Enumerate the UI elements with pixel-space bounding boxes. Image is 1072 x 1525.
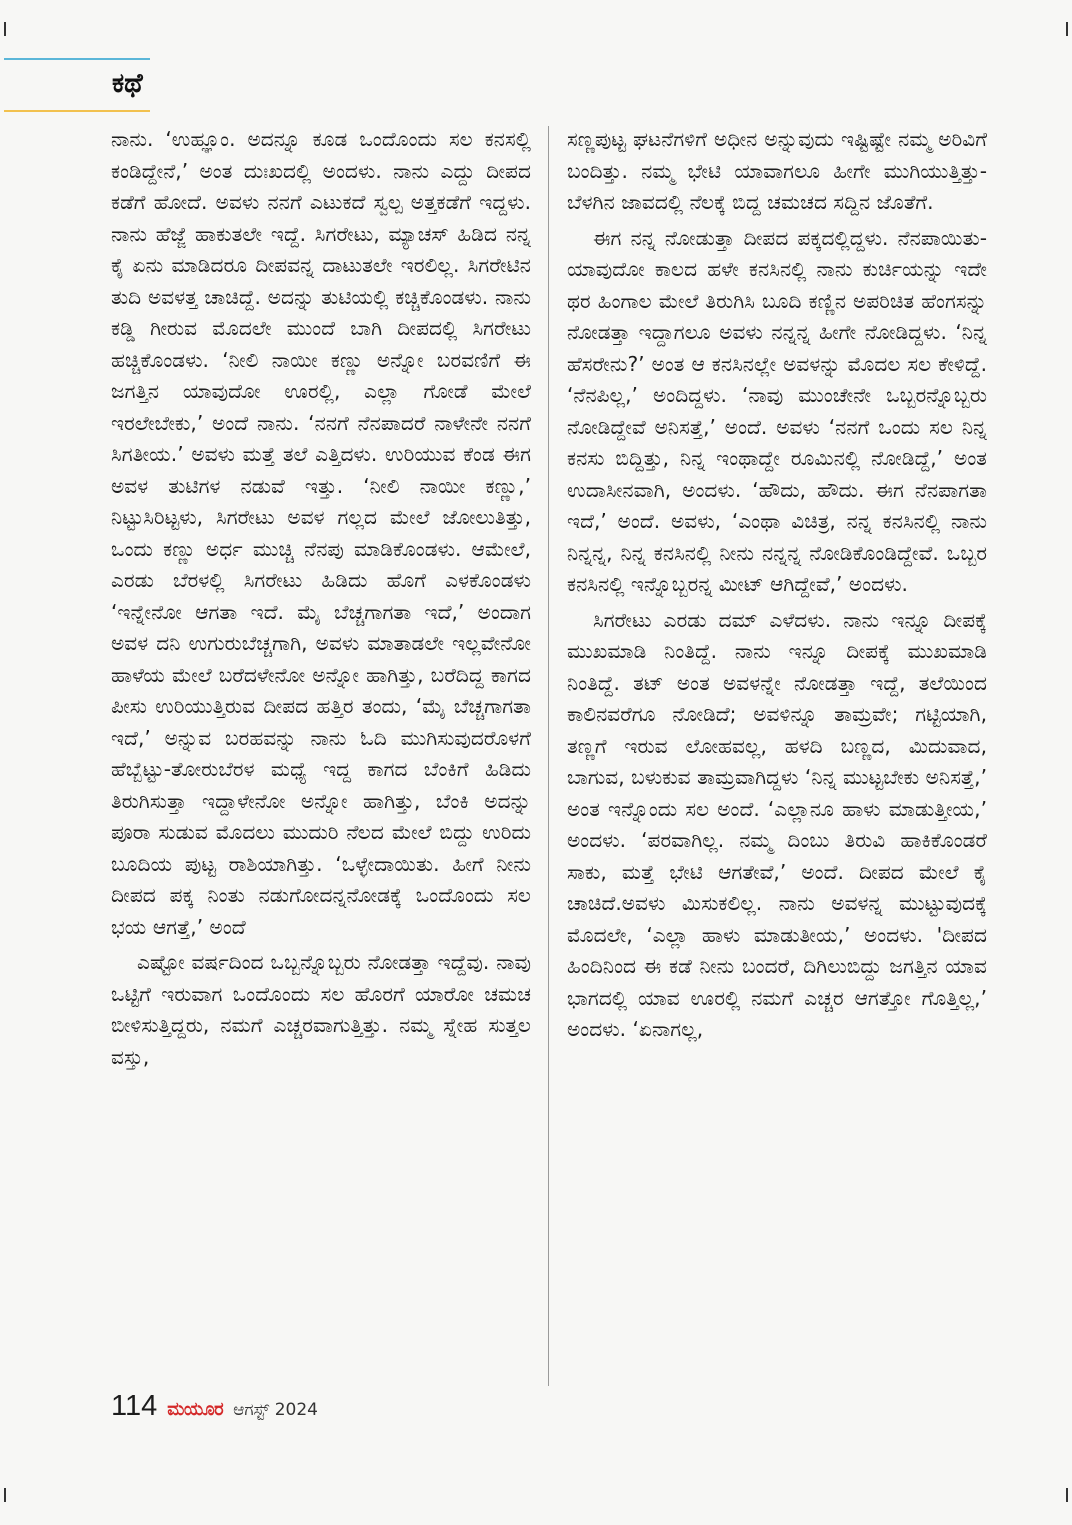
paragraph: ಈಗ ನನ್ನ ನೋಡುತ್ತಾ ದೀಪದ ಪಕ್ಕದಲ್ಲಿದ್ದಳು. ನೆನಪಾಯಿತು- ಯಾವುದೋ ಕಾಲದ ಹಳೇ ಕನಸಿನಲ್ಲಿ ನಾನು ಕುರ್ಚಿಯನ್ನು ಇದೇ ಥರ ಹಿಂಗಾಲ ಮೇಲೆ ತಿರುಗಿಸಿ ಬೂದಿ ಕಣ್ಣಿನ ಅಪರಿಚಿತ ಹೆಂಗಸನ್ನು ನೋಡತ್ತಾ ಇದ್ದಾಗಲೂ ಅವಳು ನನ್ನನ್ನ ಹೀಗೇ ನೋಡಿದ್ದಳು. ‘ನಿನ್ನ ಹೆಸರೇನು?’ ಅಂತ ಆ ಕನಸಿನಲ್ಲೇ ಅವಳನ್ನು ಮೊದಲ ಸಲ ಕೇಳಿದ್ದೆ. ‘ನೆನಪಿಲ್ಲ,’ ಅಂದಿದ್ದಳು. ‘ನಾವು ಮುಂಚೇನೇ ಒಬ್ಬರನ್ನೊಬ್ಬರು ನೋಡಿದ್ದೇವೆ ಅನಿಸತ್ತೆ,’ ಅಂದೆ. ಅವಳು ‘ನನಗೆ ಒಂದು ಸಲ ನಿನ್ನ ಕನಸು ಬಿದ್ದಿತ್ತು, ನಿನ್ನ ಇಂಥಾದ್ದೇ ರೂಮಿನಲ್ಲಿ ನೋಡಿದ್ದೆ,’ ಅಂತ ಉದಾಸೀನವಾಗಿ, ಅಂದಳು. ‘ಹೌದು, ಹೌದು. ಈಗ ನೆನಪಾಗತಾ ಇದೆ,’ ಅಂದೆ. ಅವಳು, ‘ಎಂಥಾ ವಿಚಿತ್ರ, ನನ್ನ ಕನಸಿನಲ್ಲಿ ನಾನು ನಿನ್ನನ್ನ, ನಿನ್ನ ಕನಸಿನಲ್ಲಿ ನೀನು ನನ್ನನ್ನ ನೋಡಿಕೊಂಡಿದ್ದೇವೆ. ಒಬ್ಬರ ಕನಸಿನಲ್ಲಿ ಇನ್ನೊಬ್ಬರನ್ನ ಮೀಟ್ ಆಗಿದ್ದೇವೆ,’ ಅಂದಳು. [567,225,987,596]
section-header [4,58,150,112]
crop-mark-bottom-right [1066,1488,1068,1502]
text-column-left [111,124,531,1386]
magazine-logo: ಮಯೂರ [167,1399,224,1420]
text-column-right [567,124,987,1386]
paragraph: ಸಣ್ಣಪುಟ್ಟ ಘಟನೆಗಳಿಗೆ ಅಧೀನ ಅನ್ನುವುದು ಇಷ್ಟಿಷ್ಟೇ ನಮ್ಮ ಅರಿವಿಗೆ ಬಂದಿತ್ತು. ನಮ್ಮ ಭೇಟಿ ಯಾವಾಗಲೂ ಹೀಗೇ ಮುಗಿಯುತ್ತಿತ್ತು-ಬೆಳಗಿನ ಜಾವದಲ್ಲಿ ನೆಲಕ್ಕೆ ಬಿದ್ದ ಚಮಚದ ಸದ್ದಿನ ಜೊತೆಗೆ. [567,127,987,214]
issue-date: ಆಗಸ್ಟ್ 2024 [233,1400,318,1420]
column-divider [548,126,549,1386]
page-number: 114 [111,1390,158,1422]
section-title: ಕಥೆ [112,68,143,99]
crop-mark-top-left [4,22,6,36]
crop-mark-top-right [1066,22,1068,36]
crop-mark-bottom-left [4,1488,6,1502]
paragraph: ಸಿಗರೇಟು ಎರಡು ದಮ್ ಎಳೆದಳು. ನಾನು ಇನ್ನೂ ದೀಪಕ್ಕೆ ಮುಖಮಾಡಿ ನಿಂತಿದ್ದೆ. ನಾನು ಇನ್ನೂ ದೀಪಕ್ಕೆ ಮುಖಮಾಡಿ ನಿಂತಿದ್ದೆ. ತಟ್ ಅಂತ ಅವಳನ್ನೇ ನೋಡತ್ತಾ ಇದ್ದೆ, ತಲೆಯಿಂದ ಕಾಲಿನವರೆಗೂ ನೋಡಿದೆ; ಅವಳಿನ್ನೂ ತಾಮ್ರವೇ; ಗಟ್ಟಿಯಾಗಿ, ತಣ್ಣಗೆ ಇರುವ ಲೋಹವಲ್ಲ, ಹಳದಿ ಬಣ್ಣದ, ಮಿದುವಾದ, ಬಾಗುವ, ಬಳುಕುವ ತಾಮ್ರವಾಗಿದ್ದಳು ‘ನಿನ್ನ ಮುಟ್ಟಬೇಕು ಅನಿಸತ್ತೆ,’ ಅಂತ ಇನ್ನೊಂದು ಸಲ ಅಂದೆ. ‘ಎಲ್ಲಾನೂ ಹಾಳು ಮಾಡುತ್ತೀಯ,’ ಅಂದಳು. ‘ಪರವಾಗಿಲ್ಲ. ನಮ್ಮ ದಿಂಬು ತಿರುವಿ ಹಾಕಿಕೊಂಡರೆ ಸಾಕು, ಮತ್ತೆ ಭೇಟಿ ಆಗತೇವೆ,’ ಅಂದೆ. ದೀಪದ ಮೇಲೆ ಕೈ ಚಾಚಿದೆ.ಅವಳು ಮಿಸುಕಲಿಲ್ಲ. ನಾನು ಅವಳನ್ನ ಮುಟ್ಟುವುದಕ್ಕೆ ಮೊದಲೇ, ‘ಎಲ್ಲಾ ಹಾಳು ಮಾಡುತೀಯ,’ ಅಂದಳು. 'ದೀಪದ ಹಿಂದಿನಿಂದ ಈ ಕಡೆ ನೀನು ಬಂದರೆ, ದಿಗಿಲುಬಿದ್ದು ಜಗತ್ತಿನ ಯಾವ ಭಾಗದಲ್ಲಿ ಯಾವ ಊರಲ್ಲಿ ನಮಗೆ ಎಚ್ಚರ ಆಗತ್ತೋ ಗೊತ್ತಿಲ್ಲ,’ ಅಂದಳು. ‘ಏನಾಗಲ್ಲ, [567,607,987,1041]
paragraph: ನಾನು. ‘ಉಹ್ಞೂಂ. ಅದನ್ನೂ ಕೂಡ ಒಂದೊಂದು ಸಲ ಕನಸಲ್ಲಿ ಕಂಡಿದ್ದೇನೆ,’ ಅಂತ ದುಃಖದಲ್ಲಿ ಅಂದಳು. ನಾನು ಎದ್ದು ದೀಪದ ಕಡೆಗೆ ಹೋದೆ. ಅವಳು ನನಗೆ ಎಟುಕದೆ ಸ್ವಲ್ಪ ಅತ್ತಕಡೆಗೆ ಇದ್ದಳು. ನಾನು ಹೆಜ್ಜೆ ಹಾಕುತಲೇ ಇದ್ದೆ. ಸಿಗರೇಟು, ಮ್ಯಾಚಸ್ ಹಿಡಿದ ನನ್ನ ಕೈ ಏನು ಮಾಡಿದರೂ ದೀಪವನ್ನ ದಾಟುತಲೇ ಇರಲಿಲ್ಲ. ಸಿಗರೇಟಿನ ತುದಿ ಅವಳತ್ತ ಚಾಚಿದ್ದೆ. ಅದನ್ನು ತುಟಿಯಲ್ಲಿ ಕಚ್ಚಿಕೊಂಡಳು. ನಾನು ಕಡ್ಡಿ ಗೀರುವ ಮೊದಲೇ ಮುಂದೆ ಬಾಗಿ ದೀಪದಲ್ಲಿ ಸಿಗರೇಟು ಹಚ್ಚಿಕೊಂಡಳು. ‘ನೀಲಿ ನಾಯೀ ಕಣ್ಣು ಅನ್ನೋ ಬರವಣಿಗೆ ಈ ಜಗತ್ತಿನ ಯಾವುದೋ ಊರಲ್ಲಿ, ಎಲ್ಲಾ ಗೋಡೆ ಮೇಲೆ ಇರಲೇಬೇಕು,’ ಅಂದೆ ನಾನು. ‘ನನಗೆ ನೆನಪಾದರೆ ನಾಳೇನೇ ನನಗೆ ಸಿಗತೀಯ.’ ಅವಳು ಮತ್ತೆ ತಲೆ ಎತ್ತಿದಳು. ಉರಿಯುವ ಕೆಂಡ ಈಗ ಅವಳ ತುಟಿಗಳ ನಡುವೆ ಇತ್ತು. ‘ನೀಲಿ ನಾಯೀ ಕಣ್ಣು,’ ನಿಟ್ಟುಸಿರಿಟ್ಟಳು, ಸಿಗರೇಟು ಅವಳ ಗಲ್ಲದ ಮೇಲೆ ಜೋಲುತಿತ್ತು, ಒಂದು ಕಣ್ಣು ಅರ್ಧ ಮುಚ್ಚಿ ನೆನಪು ಮಾಡಿಕೊಂಡಳು. ಆಮೇಲೆ, ಎರಡು ಬೆರಳಲ್ಲಿ ಸಿಗರೇಟು ಹಿಡಿದು ಹೊಗೆ ಎಳಕೊಂಡಳು ‘ಇನ್ನೇನೋ ಆಗತಾ ಇದೆ. ಮೈ ಬೆಚ್ಚಗಾಗತಾ ಇದೆ,’ ಅಂದಾಗ ಅವಳ ದನಿ ಉಗುರುಬೆಚ್ಚಗಾಗಿ, ಅವಳು ಮಾತಾಡಲೇ ಇಲ್ಲವೇನೋ ಹಾಳೆಯ ಮೇಲೆ ಬರೆದಳೇನೋ ಅನ್ನೋ ಹಾಗಿತ್ತು, ಬರೆದಿದ್ದ ಕಾಗದ ಪೀಸು ಉರಿಯುತ್ತಿರುವ ದೀಪದ ಹತ್ತಿರ ತಂದು, ‘ಮೈ ಬೆಚ್ಚಗಾಗತಾ ಇದೆ,’ ಅನ್ನುವ ಬರಹವನ್ನು ನಾನು ಓದಿ ಮುಗಿಸುವುದರೊಳಗೆ ಹೆಬ್ಬೆಟ್ಟು-ತೋರುಬೆರಳ ಮಧ್ಯೆ ಇದ್ದ ಕಾಗದ ಬೆಂಕಿಗೆ ಹಿಡಿದು ತಿರುಗಿಸುತ್ತಾ ಇದ್ದಾಳೇನೋ ಅನ್ನೋ ಹಾಗಿತ್ತು, ಬೆಂಕಿ ಅದನ್ನು ಪೂರಾ ಸುಡುವ ಮೊದಲು ಮುದುರಿ ನೆಲದ ಮೇಲೆ ಬಿದ್ದು ಉರಿದು ಬೂದಿಯ ಪುಟ್ಟ ರಾಶಿಯಾಗಿತ್ತು. ‘ಒಳ್ಳೇದಾಯಿತು. ಹೀಗೆ ನೀನು ದೀಪದ ಪಕ್ಕ ನಿಂತು ನಡುಗೋದನ್ನನೋಡಕ್ಕೆ ಒಂದೊಂದು ಸಲ ಭಯ ಆಗತ್ತೆ,’ ಅಂದೆ [111,127,531,939]
paragraph: ಎಷ್ಟೋ ವರ್ಷದಿಂದ ಒಬ್ಬನ್ನೊಬ್ಬರು ನೋಡತ್ತಾ ಇದ್ದೆವು. ನಾವು ಒಟ್ಟಿಗೆ ಇರುವಾಗ ಒಂದೊಂದು ಸಲ ಹೊರಗೆ ಯಾರೋ ಚಮಚ ಬೀಳಿಸುತ್ತಿದ್ದರು, ನಮಗೆ ಎಚ್ಚರವಾಗುತ್ತಿತ್ತು. ನಮ್ಮ ಸ್ನೇಹ ಸುತ್ತಲ ವಸ್ತು, [111,950,531,1069]
page-footer [111,1390,318,1430]
